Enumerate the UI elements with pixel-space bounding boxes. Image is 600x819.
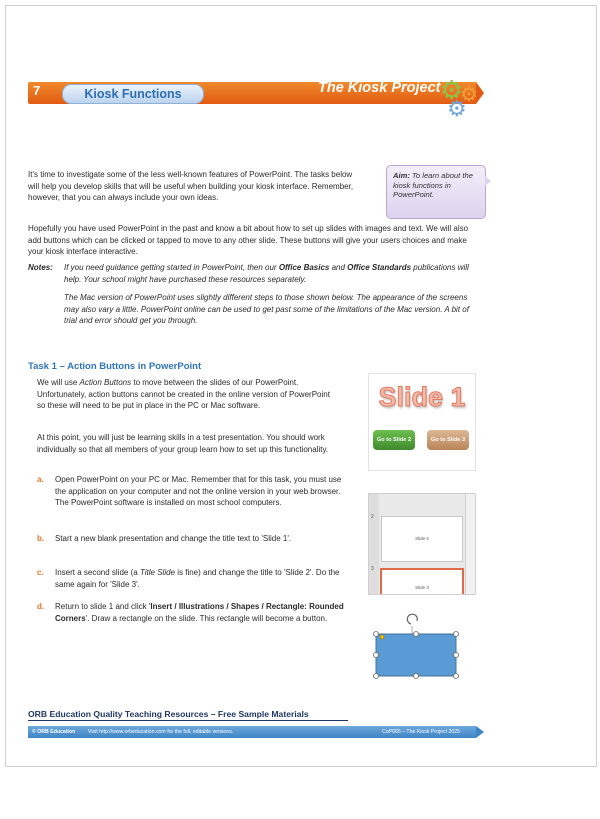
rotate-handle-icon	[407, 614, 417, 624]
thumb-number-3: 3	[371, 566, 374, 572]
note-1-c: and	[329, 263, 348, 272]
project-title: The Kiosk Project	[318, 80, 441, 96]
step-d-letter: d.	[37, 602, 45, 611]
step-b-text: Start a new blank presentation and change the title text to 'Slide 1'.	[55, 534, 292, 543]
aim-box	[386, 165, 486, 219]
footer-visit-link: Visit http://www.orbeducation.com for the full, editable versions.	[88, 729, 234, 735]
step-d-menu-path: Insert / Illustrations / Shapes / Rectangle: Rounded Corners	[55, 602, 344, 623]
aim-text: To learn about the kiosk functions in PowerPoint.	[393, 171, 473, 199]
note-1-office-standards: Office Standards	[347, 263, 412, 272]
intro-paragraph-2: Hopefully you have used PowerPoint in the past and know a bit about how to set up slides with images and text. We will also add buttons which can be clicked or tapped to move to any other slide. These buttons will give your users choices and make your kiosk interface interactive.	[28, 224, 469, 256]
step-c-text	[55, 567, 345, 590]
thumbnail-slide-2: Slide 2	[381, 516, 463, 562]
step-b-letter: b.	[37, 534, 45, 543]
thumbnail-scrollbar	[465, 494, 476, 594]
step-d-text	[55, 601, 345, 624]
intro-paragraph-1: It's time to investigate some of the less well-known features of PowerPoint. The tasks below will help you develop skills that will be useful when building your kiosk interface. Remember, however, that you can always include your own ideas.	[28, 170, 354, 202]
gear-icon-blue: ⚙	[447, 96, 467, 121]
section-label: Kiosk Functions	[62, 84, 204, 104]
rounded-rectangle-shape	[376, 634, 456, 676]
thumbnail-slide-3: Slide 3	[380, 568, 464, 595]
gear-icon-orange: ⚙	[460, 84, 478, 106]
footer-copyright: © ORB Education	[32, 729, 76, 735]
page-number: 7	[33, 83, 41, 98]
task-1-title: Task 1 – Action Buttons in PowerPoint	[28, 361, 202, 372]
corner-adjust-handle	[380, 635, 384, 639]
step-d-a: Return to slide 1 and click '	[55, 602, 151, 611]
task-1-paragraph-1	[37, 377, 337, 412]
step-c-title-slide: Title Slide	[139, 568, 175, 577]
footer-title: ORB Education Quality Teaching Resources – Free Sample Materials	[28, 709, 309, 719]
footer-rule	[28, 720, 348, 721]
note-1-a: If you need guidance getting started in PowerPoint, then our	[64, 263, 279, 272]
step-a-letter: a.	[37, 475, 44, 484]
step-c-c: is fine) and change the title to 'Slide 2'. Do the same again for 'Slide 3'.	[55, 568, 340, 589]
slide-title-text: Slide 1	[378, 382, 466, 412]
rounded-rectangle-image	[368, 612, 474, 694]
task-1-p1-c: to move between the slides of our PowerPoint. Unfortunately, action buttons cannot be created in the online version of PowerPoint so these will need to be put in place in the PC or Mac software.	[37, 378, 330, 410]
go-to-slide-2-button: Go to Slide 2	[373, 430, 415, 450]
footer-code: CoP065 – The Kiosk Project 2025	[382, 729, 461, 735]
gear-icon-green: ⚙	[440, 75, 464, 105]
step-c-a: Insert a second slide (a	[55, 568, 140, 577]
note-2: The Mac version of PowerPoint uses slightly different steps to those shown below. The appearance of the screens may also vary a little. PowerPoint online can be used to get past some of the limitations of the Mac version. A bit of trial and error should get you through.	[64, 293, 469, 325]
go-to-slide-3-button: Go to Slide 3	[427, 430, 469, 450]
task-1-p1-action-buttons: Action Buttons	[79, 378, 132, 387]
thumbnail-gutter	[369, 494, 379, 594]
aim-label: Aim:	[393, 171, 410, 180]
note-1	[64, 262, 474, 285]
note-1-e: publications will help. Your school might have purchased these resources separately.	[64, 263, 469, 284]
thumb-number-2: 2	[371, 514, 374, 520]
task-1-paragraph-2: At this point, you will just be learning skills in a test presentation. You should work individually so that all members of your group learn how to set up this functionality.	[37, 433, 329, 454]
step-c-letter: c.	[37, 568, 44, 577]
slide-thumbnails-image	[368, 493, 476, 595]
task-1-p1-a: We will use	[37, 378, 80, 387]
step-d-c: '. Draw a rectangle on the slide. This rectangle will become a button.	[85, 613, 328, 623]
rounded-rectangle-svg	[368, 612, 474, 694]
step-a-text: Open PowerPoint on your PC or Mac. Remember that for this task, you must use the application on your computer and not the online version in your web browser. The PowerPoint software is installed on most school computers.	[55, 475, 342, 507]
notes-label: Notes:	[28, 263, 53, 272]
note-1-office-basics: Office Basics	[278, 263, 330, 272]
slide-preview-image	[368, 373, 476, 471]
